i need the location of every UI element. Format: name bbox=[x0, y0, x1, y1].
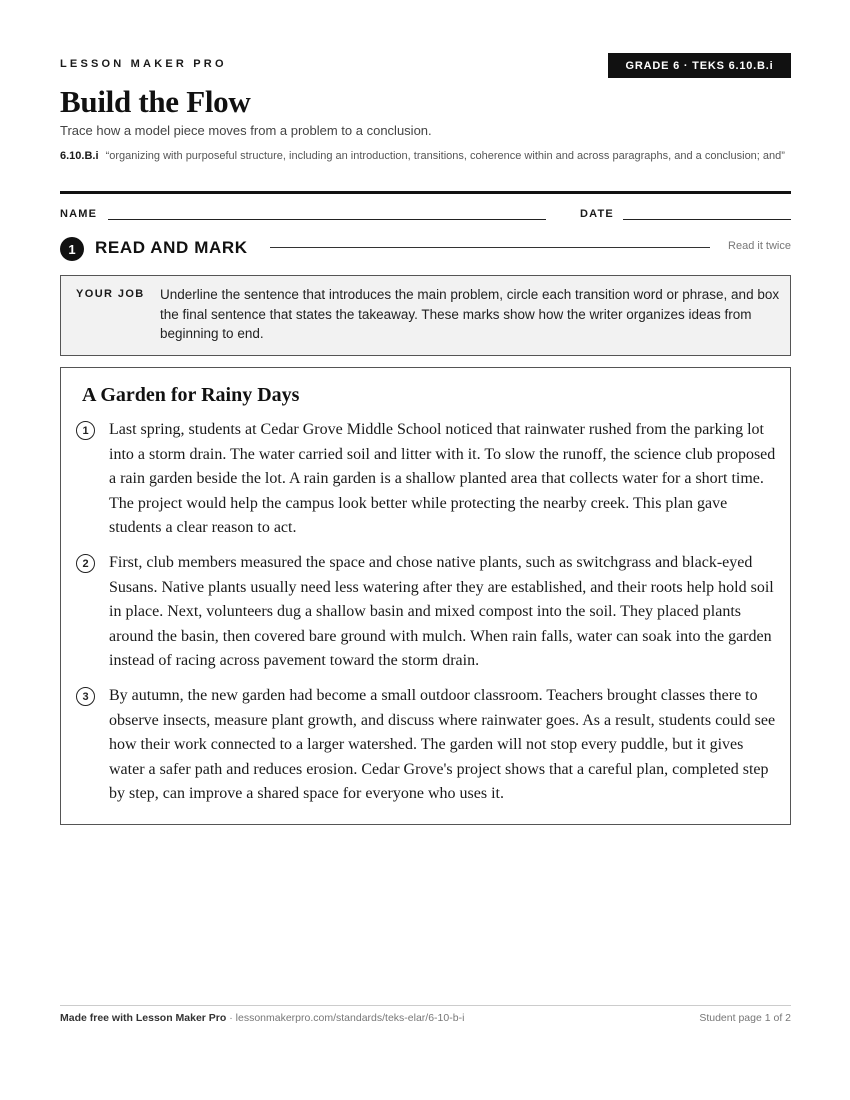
footer-made-with: Made free with Lesson Maker Pro bbox=[60, 1012, 227, 1024]
standard-text: “organizing with purposeful structure, including an introduction, transitions, coherence within and across paragraphs, and a conclusion; and” bbox=[105, 150, 785, 162]
page-title: Build the Flow bbox=[60, 84, 251, 119]
footer-link[interactable]: · lessonmakerpro.com/standards/teks-elar/6-10-b-i bbox=[226, 1012, 465, 1024]
worksheet-page bbox=[60, 0, 791, 1100]
name-field[interactable] bbox=[108, 219, 546, 220]
paragraph-text: By autumn, the new garden had become a small outdoor classroom. Teachers brought classes there to observe insects, measure plant growth, and discuss where rainwater goes. As a result, students could see how their work connected to a larger watershed. The garden will not stop every puddle, but it gives water a safer path and reduces erosion. Cedar Grove's project shows that a careful plan, completed step by step, can improve a shared space for everyone who uses it. bbox=[109, 687, 776, 802]
name-label: NAME bbox=[60, 208, 98, 220]
paragraph-number: 3 bbox=[76, 687, 95, 706]
paragraph-text: Last spring, students at Cedar Grove Middle School noticed that rainwater rushed from the parking lot into a storm drain. The water carried soil and litter with it. To slow the runoff, the science club proposed a rain garden beside the lot. A rain garden is a shallow planted area that collects water for a short time. The project would help the campus look better while protecting the nearby creek. This plan gave students a clear reason to act. bbox=[109, 421, 776, 536]
passage-paragraph bbox=[76, 551, 776, 676]
instructions-text: Underline the sentence that introduces the main problem, circle each transition word or phrase, and box the final sentence that states the takeaway. These marks show how the writer organizes ideas from beginning to end. bbox=[160, 287, 780, 341]
section-title: READ AND MARK bbox=[95, 238, 248, 257]
section-number-badge: 1 bbox=[60, 237, 84, 261]
paragraph-number: 2 bbox=[76, 554, 95, 573]
section-note: Read it twice bbox=[728, 240, 791, 252]
standard-description bbox=[60, 148, 791, 165]
instructions-box bbox=[60, 275, 791, 356]
date-label: DATE bbox=[580, 208, 614, 220]
instructions-label: YOUR JOB bbox=[76, 288, 145, 300]
passage-paragraph bbox=[76, 684, 776, 809]
paragraph-number: 1 bbox=[76, 421, 95, 440]
grade-standard-badge: GRADE 6 · TEKS 6.10.B.i bbox=[608, 53, 791, 78]
passage-paragraph bbox=[76, 418, 776, 543]
page-indicator: Student page 1 of 2 bbox=[699, 1012, 791, 1024]
passage-title: A Garden for Rainy Days bbox=[82, 384, 300, 406]
date-field[interactable] bbox=[623, 219, 791, 220]
paragraph-text: First, club members measured the space and chose native plants, such as switchgrass and black-eyed Susans. Native plants usually need less watering after they are established, and their roots help hold soil in place. Next, volunteers dug a shallow basin and mixed compost into the soil. They placed plants around the basin, then covered bare ground with mulch. When rain falls, water can soak into the garden instead of racing across pavement toward the storm drain. bbox=[109, 554, 774, 669]
header-divider bbox=[60, 191, 791, 194]
reading-passage bbox=[60, 367, 791, 825]
footer-credit bbox=[60, 1012, 464, 1024]
standard-code: 6.10.B.i bbox=[60, 150, 99, 162]
footer-divider bbox=[60, 1005, 791, 1006]
page-subtitle: Trace how a model piece moves from a problem to a conclusion. bbox=[60, 123, 432, 138]
brand-name: LESSON MAKER PRO bbox=[60, 58, 227, 70]
section-divider bbox=[270, 247, 710, 248]
